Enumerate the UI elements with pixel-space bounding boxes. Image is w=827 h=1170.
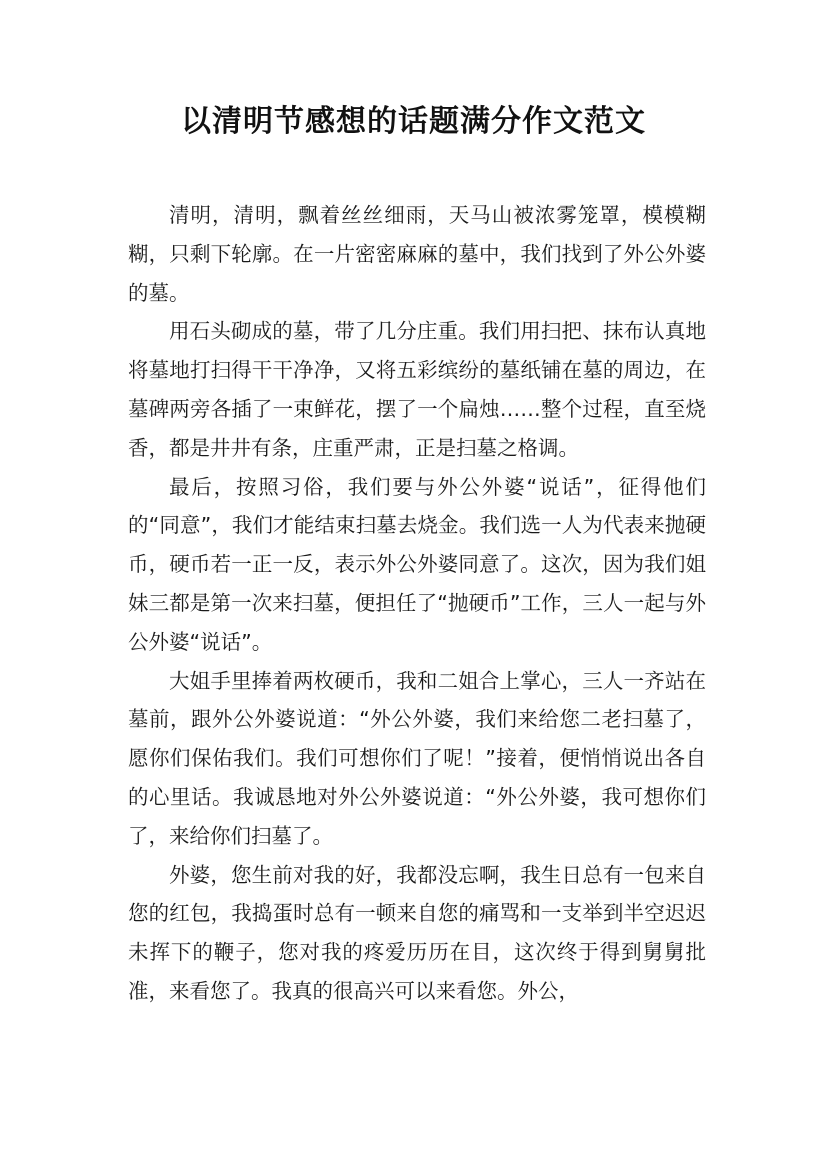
paragraph: 用石头砌成的墓，带了几分庄重。我们用扫把、抹布认真地将墓地打扫得干干净净，又将五彩缤纷的墓纸铺在墓的周边，在墓碑两旁各插了一束鲜花，摆了一个扁烛……整个过程，直至烧香，都是井井有条，庄重严肃，正是扫墓之格调。 [128,319,706,460]
document-body [128,196,706,1011]
paragraph: 最后，按照习俗，我们要与外公外婆“说话”，征得他们的“同意”，我们才能结束扫墓去烧金。我们选一人为代表来抛硬币，硬币若一正一反，表示外公外婆同意了。这次，因为我们姐妹三都是第一次来扫墓，便担任了“抛硬币”工作，三人一起与外公外婆“说话”。 [128,474,706,654]
paragraph: 外婆，您生前对我的好，我都没忘啊，我生日总有一包来自您的红包，我捣蛋时总有一顿来自您的痛骂和一支举到半空迟迟未挥下的鞭子，您对我的疼爱历历在目，这次终于得到舅舅批准，来看您了。我真的很高兴可以来看您。外公， [128,862,706,1003]
paragraph: 大姐手里捧着两枚硬币，我和二姐合上掌心，三人一齐站在墓前，跟外公外婆说道：“外公外婆，我们来给您二老扫墓了，愿你们保佑我们。我们可想你们了呢！”接着，便悄悄说出各自的心里话。我诚恳地对外公外婆说道：“外公外婆，我可想你们了，来给你们扫墓了。 [128,668,706,848]
paragraph: 清明，清明，飘着丝丝细雨，天马山被浓雾笼罩，模模糊糊，只剩下轮廓。在一片密密麻麻的墓中，我们找到了外公外婆的墓。 [128,203,706,305]
document-title: 以清明节感想的话题满分作文范文 [181,104,646,139]
